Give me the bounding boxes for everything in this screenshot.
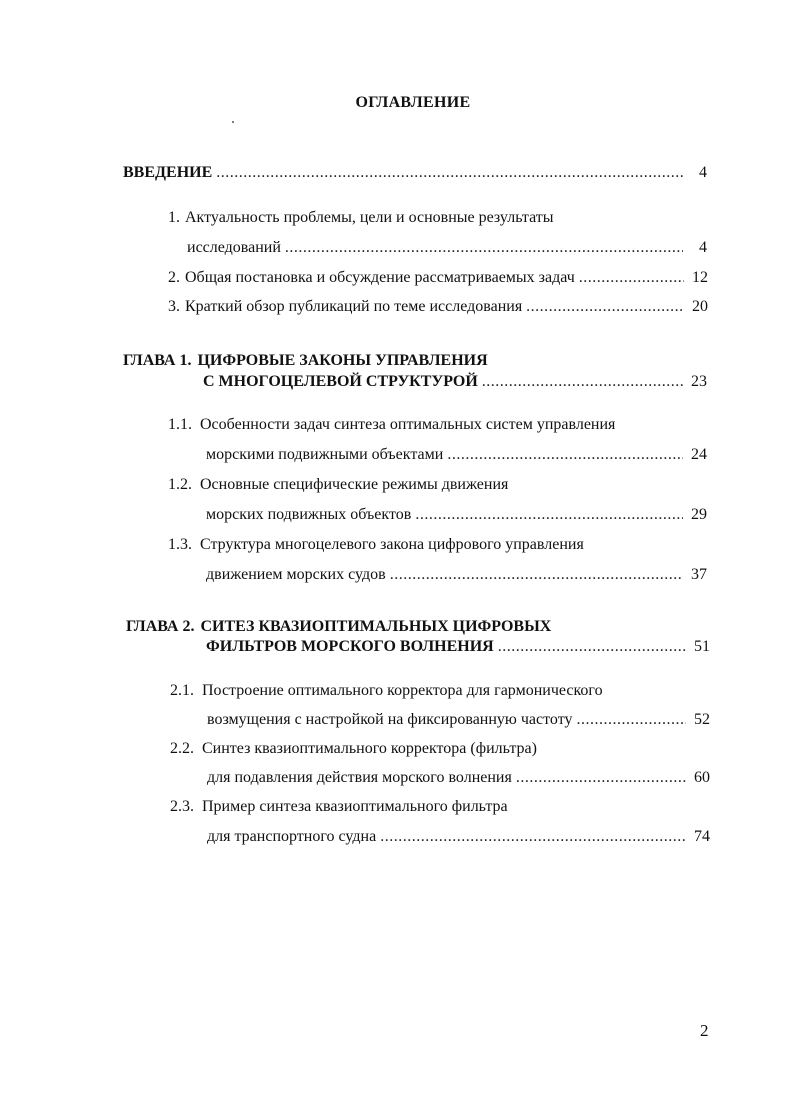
section-page: 60	[694, 769, 710, 786]
toc-section-1-3-cont[interactable]	[206, 565, 707, 585]
dot-leader	[526, 297, 684, 317]
entry-number: 3.	[168, 298, 180, 315]
dot-leader	[285, 238, 683, 258]
entry-page: 12	[692, 269, 708, 286]
section-title: Пример синтеза квазиоптимального фильтра	[202, 798, 508, 815]
section-page: 37	[691, 566, 707, 583]
section-number: 1.2.	[168, 476, 192, 493]
intro-label: ВВЕДЕНИЕ	[123, 164, 213, 181]
chapter-title-cont: ФИЛЬТРОВ МОРСКОГО ВОЛНЕНИЯ	[206, 638, 494, 655]
toc-chapter-1-cont[interactable]	[203, 372, 707, 392]
toc-entry-intro-1-cont[interactable]	[187, 238, 707, 258]
dot-leader	[498, 637, 686, 657]
toc-section-1-1-cont[interactable]	[206, 445, 707, 465]
chapter-title: СИТЕЗ КВАЗИОПТИМАЛЬНЫХ ЦИФРОВЫХ	[200, 618, 552, 635]
toc-entry-intro-1[interactable]	[168, 208, 708, 228]
section-title: Синтез квазиоптимального корректора (фильтра)	[202, 740, 537, 757]
section-title: Построение оптимального корректора для гармонического	[202, 682, 603, 699]
toc-section-1-3[interactable]	[168, 535, 708, 555]
section-number: 2.3.	[170, 798, 194, 815]
intro-page: 4	[699, 164, 707, 181]
entry-number: 1.	[168, 209, 180, 226]
dot-leader	[579, 268, 684, 288]
chapter-page: 51	[694, 638, 710, 655]
section-page: 52	[694, 711, 710, 728]
section-title-cont: морскими подвижными объектами	[206, 446, 444, 463]
dot-leader	[516, 768, 686, 788]
dot-leader	[482, 372, 683, 392]
toc-chapter-2[interactable]	[126, 617, 710, 637]
toc-section-2-1[interactable]	[170, 681, 710, 701]
section-title: Основные специфические режимы движения	[200, 476, 509, 493]
section-title-cont: морских подвижных объектов	[206, 506, 412, 523]
toc-entry-intro-3[interactable]	[168, 297, 708, 317]
chapter-prefix: ГЛАВА 2.	[126, 618, 195, 635]
toc-section-1-2-cont[interactable]	[206, 505, 707, 525]
section-number: 2.2.	[170, 740, 194, 757]
section-title: Особенности задач синтеза оптимальных систем управления	[200, 416, 616, 433]
toc-section-2-2-cont[interactable]	[207, 768, 710, 788]
toc-section-2-3[interactable]	[170, 797, 710, 817]
dot-leader	[390, 565, 683, 585]
section-title-cont: возмущения с настройкой на фиксированную частоту	[207, 711, 573, 728]
toc-section-1-2[interactable]	[168, 475, 708, 495]
section-page: 24	[691, 446, 707, 463]
toc-section-2-3-cont[interactable]	[207, 827, 710, 847]
toc-entry-intro-2[interactable]	[168, 268, 708, 288]
toc-entry-intro[interactable]	[123, 163, 707, 183]
section-number: 2.1.	[170, 682, 194, 699]
entry-title-cont: исследований	[187, 239, 281, 256]
scan-speck	[232, 121, 234, 123]
section-number: 1.3.	[168, 536, 192, 553]
section-title-cont: движением морских судов	[206, 566, 386, 583]
section-title-cont: для транспортного судна	[207, 828, 377, 845]
chapter-prefix: ГЛАВА 1.	[123, 352, 192, 369]
section-title-cont: для подавления действия морского волнения	[207, 769, 512, 786]
section-number: 1.1.	[168, 416, 192, 433]
section-page: 74	[694, 828, 710, 845]
toc-section-1-1[interactable]	[168, 415, 708, 435]
toc-chapter-2-cont[interactable]	[206, 637, 710, 657]
page-title: ОГЛАВЛЕНИЕ	[355, 94, 471, 111]
entry-title: Общая постановка и обсуждение рассматриваемых задач	[185, 269, 575, 286]
dot-leader	[447, 445, 683, 465]
dot-leader	[216, 163, 683, 183]
entry-page: 20	[692, 298, 708, 315]
toc-chapter-1[interactable]	[123, 351, 707, 371]
section-page: 29	[691, 506, 707, 523]
entry-title: Краткий обзор публикаций по теме исследования	[185, 298, 523, 315]
toc-section-2-1-cont[interactable]	[207, 710, 710, 730]
dot-leader	[380, 827, 686, 847]
entry-number: 2.	[168, 269, 180, 286]
page-number: 2	[700, 1021, 709, 1040]
dot-leader	[415, 505, 683, 525]
chapter-title: ЦИФРОВЫЕ ЗАКОНЫ УПРАВЛЕНИЯ	[197, 352, 488, 369]
toc-section-2-2[interactable]	[170, 739, 710, 759]
chapter-page: 23	[691, 373, 707, 390]
entry-title: Актуальность проблемы, цели и основные результаты	[185, 209, 554, 226]
chapter-title-cont: С МНОГОЦЕЛЕВОЙ СТРУКТУРОЙ	[203, 373, 478, 390]
dot-leader	[576, 710, 686, 730]
entry-page: 4	[699, 239, 707, 256]
section-title: Структура многоцелевого закона цифрового управления	[200, 536, 584, 553]
